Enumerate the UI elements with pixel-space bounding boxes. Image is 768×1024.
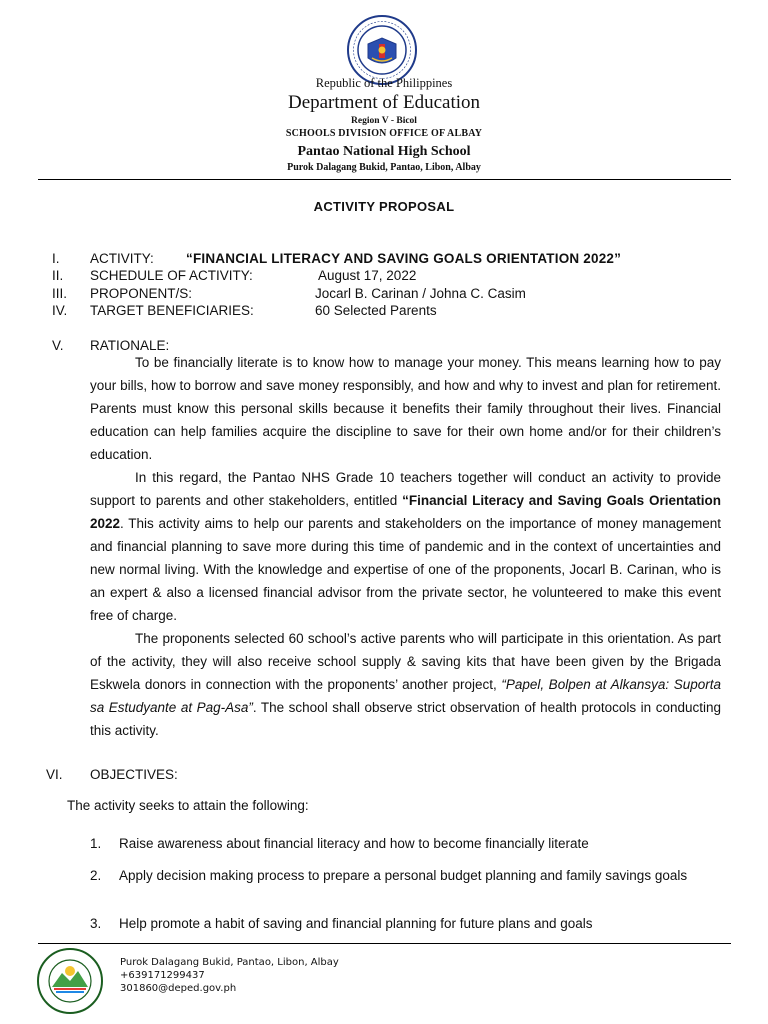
detail-label-activity: ACTIVITY: [90, 251, 154, 266]
header-region: Region V - Bicol [351, 116, 417, 126]
objective-item-3 [90, 916, 730, 934]
objectives-heading: OBJECTIVES: [90, 767, 178, 782]
rationale-p2-activity-title: “Financial Literacy and Saving Goals Orientation 2022 [90, 493, 721, 531]
rationale-p2-text-b: . This activity aims to help our parents and stakeholders on the importance of money management and financial planning to save more during this time of pandemic and in the context of uncertainties and new normal living. With the knowledge and expertise of one of the proponents, Jocarl B. Carinan, who is an expert & also a licensed financial advisor from the private sector, he volunteered to make this event free of charge. [90, 516, 721, 623]
detail-value-schedule: August 17, 2022 [318, 268, 417, 283]
rationale-paragraph-2 [90, 466, 721, 627]
school-logo-icon [36, 947, 104, 1015]
objective-item-2 [90, 868, 730, 902]
header-address: Purok Dalagang Bukid, Pantao, Libon, Albay [287, 162, 481, 173]
detail-label-schedule: SCHEDULE OF ACTIVITY: [90, 268, 253, 283]
objective-number: 2. [90, 868, 102, 883]
document-title: ACTIVITY PROPOSAL [313, 199, 455, 214]
footer-divider [38, 943, 731, 944]
header-department: Department of Education [287, 92, 481, 113]
objective-item-1 [90, 836, 730, 854]
rationale-paragraph-3 [90, 627, 721, 742]
detail-num-2: II. [52, 268, 64, 283]
detail-label-proponents: PROPONENT/S: [90, 286, 193, 301]
objective-number: 3. [90, 916, 102, 931]
rationale-heading: RATIONALE: [90, 338, 170, 353]
detail-value-proponents: Jocarl B. Carinan / Johna C. Casim [315, 286, 526, 301]
rationale-p3-text-a: The proponents selected 60 school’s active parents who will participate in this orientation. As part of the activity, they will also receive school supply & saving kits that have been given by the Brigada Eskwela donors in connection with the proponents’ another project, [90, 631, 721, 692]
rationale-p3-project-title: “Papel, Bolpen at Alkansya: Suporta sa Estudyante at Pag-Asa” [90, 677, 721, 715]
rationale-p3-text-b: . The school shall observe strict observation of health protocols in conducting this activity. [90, 700, 721, 738]
detail-value-activity: “FINANCIAL LITERACY AND SAVING GOALS ORIENTATION 2022” [186, 251, 622, 266]
footer-phone: +639171299437 [120, 970, 205, 981]
header-republic: Republic of the Philippines [315, 76, 453, 90]
objective-number: 1. [90, 836, 102, 851]
objective-text: Apply decision making process to prepare a personal budget planning and family savings goals [119, 868, 688, 883]
header-school-name: Pantao National High School [297, 144, 471, 159]
objectives-num: VI. [46, 767, 63, 782]
rationale-num: V. [52, 338, 64, 353]
rationale-paragraph-1: To be financially literate is to know how to manage your money. This means learning how to pay your bills, how to borrow and save money responsibly, and how and why to invest and plan for retirement. Parents must know this personal skills because it benefits their family throughout their lives. Financial education can help families acquire the discipline to save for their own home and/or for their children’s education. [90, 355, 721, 462]
header-divider [38, 179, 731, 180]
footer-email: 301860@deped.gov.ph [120, 983, 237, 994]
rationale-p2-text-a: In this regard, the Pantao NHS Grade 10 teachers together will conduct an activity to provide support to parents and other stakeholders, entitled [90, 470, 721, 508]
objectives-intro: The activity seeks to attain the following: [67, 798, 309, 813]
rationale-body [90, 351, 721, 742]
header-division: SCHOOLS DIVISION OFFICE OF ALBAY [285, 128, 483, 139]
footer-address: Purok Dalagang Bukid, Pantao, Libon, Albay [120, 957, 339, 968]
objective-text: Help promote a habit of saving and financial planning for future plans and goals [119, 916, 593, 931]
detail-num-4: IV. [52, 303, 68, 318]
detail-value-beneficiaries: 60 Selected Parents [315, 303, 437, 318]
detail-num-3: III. [52, 286, 68, 301]
detail-num-1: I. [52, 251, 60, 266]
objective-text: Raise awareness about financial literacy and how to become financially literate [119, 836, 589, 851]
detail-label-beneficiaries: TARGET BENEFICIARIES: [90, 303, 254, 318]
